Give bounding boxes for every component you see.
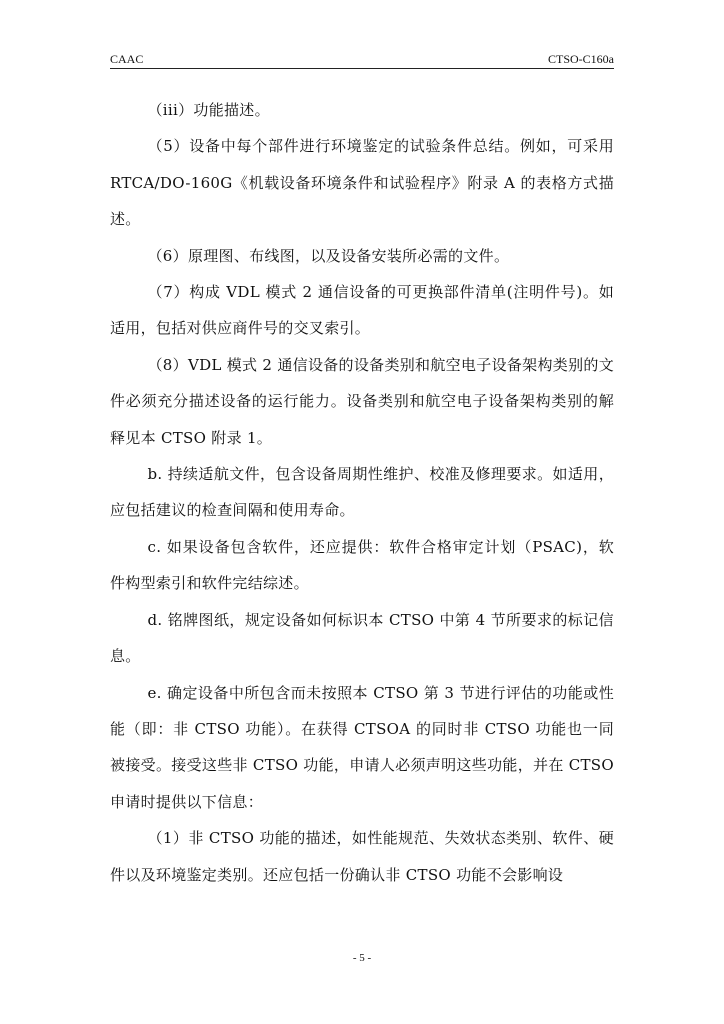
header-org: CAAC [110, 52, 144, 66]
page-number: - 5 - [352, 952, 372, 964]
paragraph-5: （5）设备中每个部件进行环境鉴定的试验条件总结。例如，可采用 RTCA/DO-160G《机载设备环境条件和试验程序》附录 A 的表格方式描述。 [110, 137, 614, 229]
paragraph-8: （8）VDL 模式 2 通信设备的设备类别和航空电子设备架构类别的文件必须充分描述设备的运行能力。设备类别和航空电子设备架构类别的解释见本 CTSO 附录 1。 [110, 355, 614, 447]
header-doc-id: CTSO-C160a [548, 52, 614, 66]
paragraph-7: （7）构成 VDL 模式 2 通信设备的可更换部件清单(注明件号)。如适用，包括对供应商件号的交叉索引。 [110, 283, 614, 338]
document-body [110, 92, 614, 893]
paragraph-iii: （iii）功能描述。 [147, 101, 270, 119]
paragraph-6: （6）原理图、布线图，以及设备安装所必需的文件。 [147, 246, 510, 265]
paragraph-e1: （1）非 CTSO 功能的描述，如性能规范、失效状态类别、软件、硬件以及环境鉴定类别。还应包括一份确认非 CTSO 功能不会影响设 [110, 829, 614, 884]
paragraph-d: d. 铭牌图纸，规定设备如何标识本 CTSO 中第 4 节所要求的标记信息。 [110, 610, 614, 666]
page-header [110, 52, 614, 69]
paragraph-c: c. 如果设备包含软件，还应提供：软件合格审定计划（PSAC)，软件构型索引和软件完结综述。 [110, 537, 614, 593]
paragraph-b: b. 持续适航文件，包含设备周期性维护、校准及修理要求。如适用，应包括建议的检查间隔和使用寿命。 [110, 465, 614, 520]
paragraph-e: e. 确定设备中所包含而未按照本 CTSO 第 3 节进行评估的功能或性能（即：非 CTSO 功能）。在获得 CTSOA 的同时非 CTSO 功能也一同被接受。接受这些非 CTSO 功能，申请人必须声明这些功能，并在 CTSO 申请时提供以下信息： [110, 683, 614, 811]
